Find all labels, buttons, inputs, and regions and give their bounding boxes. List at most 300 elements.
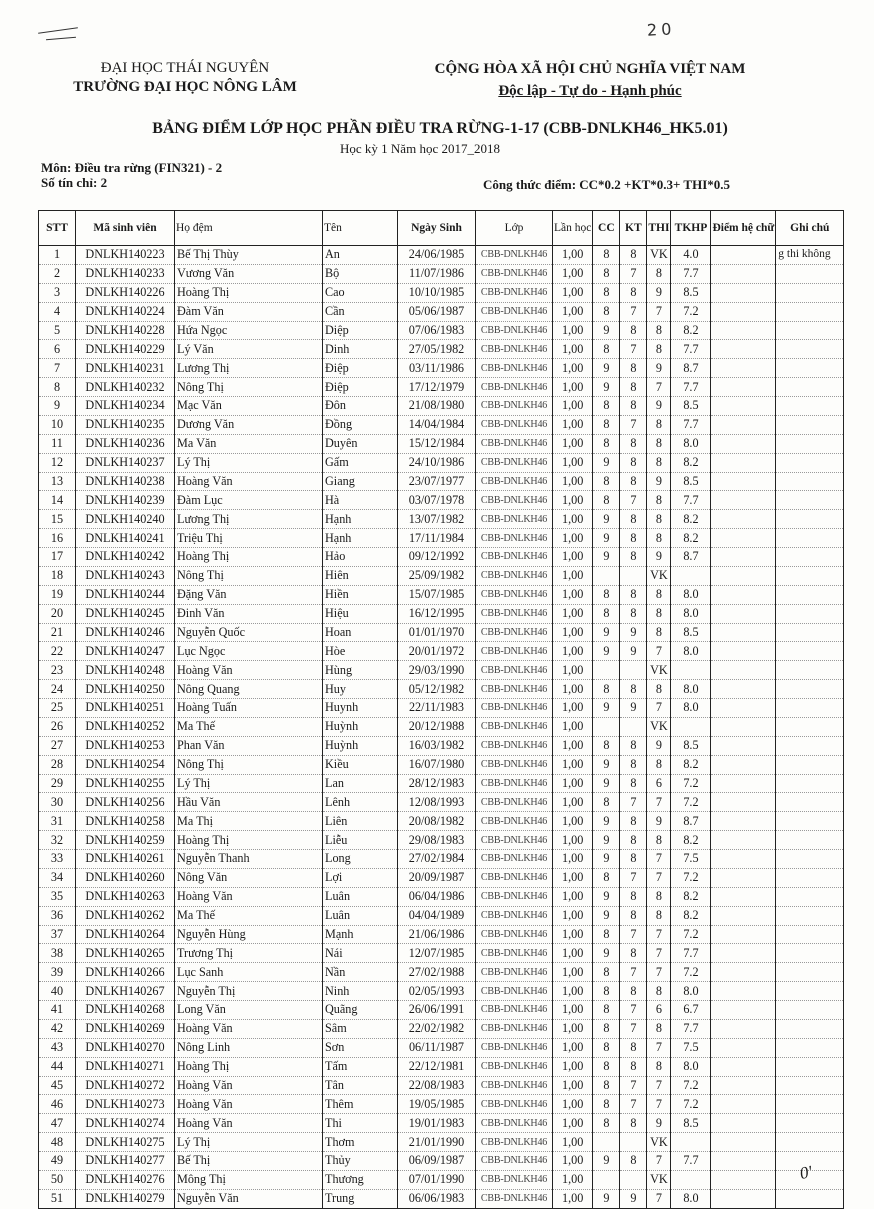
cell-tkhp: 8.2: [671, 887, 711, 906]
cell-class: CBB-DNLKH46: [476, 397, 553, 416]
cell-notes: [776, 415, 844, 434]
cell-attempt: 1,00: [553, 774, 593, 793]
cell-kt: 8: [620, 982, 647, 1001]
header-row: [39, 211, 844, 246]
cell-first-name: Kiều: [323, 755, 398, 774]
table-row: [39, 774, 844, 793]
cell-birthdate: 22/02/1982: [398, 1019, 476, 1038]
table-row: [39, 699, 844, 718]
cell-stt: 40: [39, 982, 76, 1001]
cell-notes: [776, 321, 844, 340]
cell-attempt: 1,00: [553, 415, 593, 434]
cell-first-name: Hòe: [323, 642, 398, 661]
cell-thi: 8: [647, 1019, 671, 1038]
table-row: [39, 925, 844, 944]
cell-cc: 8: [593, 246, 620, 265]
cell-kt: 7: [620, 264, 647, 283]
cell-thi: 7: [647, 378, 671, 397]
table-row: [39, 906, 844, 925]
cell-attempt: 1,00: [553, 887, 593, 906]
cell-thi: VK: [647, 246, 671, 265]
cell-birthdate: 29/03/1990: [398, 661, 476, 680]
cell-kt: 8: [620, 434, 647, 453]
cell-notes: [776, 529, 844, 548]
cell-middle-name: Hoàng Thị: [175, 283, 323, 302]
cell-stt: 31: [39, 812, 76, 831]
cell-cc: 8: [593, 415, 620, 434]
cell-student-id: DNLKH140256: [76, 793, 175, 812]
cell-attempt: 1,00: [553, 1095, 593, 1114]
cell-birthdate: 17/11/1984: [398, 529, 476, 548]
cell-birthdate: 06/09/1987: [398, 1152, 476, 1171]
cell-birthdate: 17/12/1979: [398, 378, 476, 397]
cell-tkhp: 8.2: [671, 755, 711, 774]
cell-tkhp: 7.7: [671, 264, 711, 283]
cell-thi: VK: [647, 661, 671, 680]
cell-cc: 8: [593, 1095, 620, 1114]
cell-tkhp: 8.0: [671, 585, 711, 604]
cell-cc: 9: [593, 887, 620, 906]
cell-stt: 49: [39, 1152, 76, 1171]
cell-stt: 16: [39, 529, 76, 548]
cell-birthdate: 03/11/1986: [398, 359, 476, 378]
cell-tkhp: [671, 661, 711, 680]
cell-birthdate: 02/05/1993: [398, 982, 476, 1001]
cell-stt: 33: [39, 850, 76, 869]
school-name: TRƯỜNG ĐẠI HỌC NÔNG LÂM: [73, 79, 297, 95]
cell-kt: [620, 717, 647, 736]
cell-stt: 35: [39, 887, 76, 906]
cell-class: CBB-DNLKH46: [476, 1170, 553, 1189]
cell-cc: 8: [593, 604, 620, 623]
cell-middle-name: Ma Thị: [175, 812, 323, 831]
cell-letter-grade: [711, 548, 776, 567]
cell-thi: 9: [647, 548, 671, 567]
cell-letter-grade: [711, 1019, 776, 1038]
cell-birthdate: 22/12/1981: [398, 1057, 476, 1076]
cell-birthdate: 09/12/1992: [398, 548, 476, 567]
cell-middle-name: Lục Sanh: [175, 963, 323, 982]
cell-thi: 6: [647, 774, 671, 793]
cell-thi: 8: [647, 887, 671, 906]
cell-birthdate: 07/06/1983: [398, 321, 476, 340]
cell-middle-name: Ma Thế: [175, 906, 323, 925]
cell-birthdate: 27/02/1988: [398, 963, 476, 982]
cell-attempt: 1,00: [553, 283, 593, 302]
cell-thi: 9: [647, 812, 671, 831]
cell-stt: 45: [39, 1076, 76, 1095]
cell-cc: [593, 661, 620, 680]
cell-kt: 8: [620, 246, 647, 265]
col-kt: KT: [620, 211, 647, 246]
cell-middle-name: Hoàng Văn: [175, 1019, 323, 1038]
cell-class: CBB-DNLKH46: [476, 774, 553, 793]
cell-birthdate: 25/09/1982: [398, 566, 476, 585]
cell-first-name: Luân: [323, 906, 398, 925]
table-row: [39, 434, 844, 453]
cell-birthdate: 24/06/1985: [398, 246, 476, 265]
cell-cc: 8: [593, 397, 620, 416]
cell-student-id: DNLKH140270: [76, 1038, 175, 1057]
cell-notes: [776, 1038, 844, 1057]
cell-middle-name: Phan Văn: [175, 736, 323, 755]
table-row: [39, 1057, 844, 1076]
cell-notes: [776, 1001, 844, 1020]
cell-thi: 8: [647, 680, 671, 699]
table-row: [39, 982, 844, 1001]
cell-notes: [776, 378, 844, 397]
cell-cc: 9: [593, 831, 620, 850]
cell-cc: 9: [593, 774, 620, 793]
cell-attempt: 1,00: [553, 491, 593, 510]
cell-attempt: 1,00: [553, 604, 593, 623]
cell-letter-grade: [711, 868, 776, 887]
cell-kt: 8: [620, 585, 647, 604]
cell-attempt: 1,00: [553, 1001, 593, 1020]
cell-stt: 36: [39, 906, 76, 925]
cell-class: CBB-DNLKH46: [476, 680, 553, 699]
col-stt: STT: [39, 211, 76, 246]
cell-stt: 34: [39, 868, 76, 887]
table-row: [39, 585, 844, 604]
cell-kt: 7: [620, 415, 647, 434]
cell-student-id: DNLKH140262: [76, 906, 175, 925]
cell-birthdate: 05/06/1987: [398, 302, 476, 321]
table-row: [39, 623, 844, 642]
col-thi: THI: [647, 211, 671, 246]
cell-cc: 8: [593, 434, 620, 453]
cell-kt: 8: [620, 397, 647, 416]
cell-tkhp: 8.0: [671, 1057, 711, 1076]
cell-middle-name: Lý Thị: [175, 1133, 323, 1152]
cell-first-name: Thơm: [323, 1133, 398, 1152]
cell-first-name: Hạnh: [323, 510, 398, 529]
cell-class: CBB-DNLKH46: [476, 755, 553, 774]
cell-class: CBB-DNLKH46: [476, 642, 553, 661]
cell-class: CBB-DNLKH46: [476, 246, 553, 265]
cell-stt: 30: [39, 793, 76, 812]
cell-student-id: DNLKH140264: [76, 925, 175, 944]
cell-first-name: Điệp: [323, 378, 398, 397]
cell-cc: 9: [593, 1152, 620, 1171]
cell-stt: 47: [39, 1114, 76, 1133]
cell-tkhp: 7.7: [671, 491, 711, 510]
cell-class: CBB-DNLKH46: [476, 1133, 553, 1152]
col-attempt: Lần học: [553, 211, 593, 246]
cell-attempt: 1,00: [553, 831, 593, 850]
cell-class: CBB-DNLKH46: [476, 963, 553, 982]
cell-first-name: Liên: [323, 812, 398, 831]
cell-notes: [776, 736, 844, 755]
corner-note: 20: [646, 19, 676, 40]
cell-first-name: Bộ: [323, 264, 398, 283]
grade-formula: Công thức điểm: CC*0.2 +KT*0.3+ THI*0.5: [483, 177, 730, 192]
cell-student-id: DNLKH140234: [76, 397, 175, 416]
cell-tkhp: 7.2: [671, 963, 711, 982]
cell-cc: 9: [593, 321, 620, 340]
cell-notes: [776, 491, 844, 510]
cell-thi: 8: [647, 623, 671, 642]
cell-stt: 37: [39, 925, 76, 944]
cell-stt: 50: [39, 1170, 76, 1189]
cell-thi: 7: [647, 944, 671, 963]
cell-middle-name: Nguyễn Thị: [175, 982, 323, 1001]
cell-class: CBB-DNLKH46: [476, 378, 553, 397]
cell-kt: 8: [620, 548, 647, 567]
cell-cc: 8: [593, 1114, 620, 1133]
cell-stt: 3: [39, 283, 76, 302]
cell-letter-grade: [711, 472, 776, 491]
cell-stt: 6: [39, 340, 76, 359]
cell-cc: 8: [593, 1057, 620, 1076]
nation-title: CỘNG HÒA XÃ HỘI CHỦ NGHĨA VIỆT NAM: [434, 61, 746, 77]
table-row: [39, 604, 844, 623]
cell-stt: 5: [39, 321, 76, 340]
pen-stroke-top-2: [46, 37, 76, 41]
cell-attempt: 1,00: [553, 793, 593, 812]
cell-stt: 46: [39, 1095, 76, 1114]
cell-thi: 8: [647, 340, 671, 359]
table-row: [39, 812, 844, 831]
table-row: [39, 793, 844, 812]
cell-stt: 42: [39, 1019, 76, 1038]
cell-letter-grade: [711, 1133, 776, 1152]
cell-first-name: Hoan: [323, 623, 398, 642]
cell-stt: 20: [39, 604, 76, 623]
cell-stt: 32: [39, 831, 76, 850]
cell-student-id: DNLKH140251: [76, 699, 175, 718]
cell-letter-grade: [711, 1095, 776, 1114]
cell-kt: 9: [620, 623, 647, 642]
cell-tkhp: 8.2: [671, 321, 711, 340]
cell-thi: 8: [647, 264, 671, 283]
cell-birthdate: 12/07/1985: [398, 944, 476, 963]
cell-middle-name: Lý Thị: [175, 453, 323, 472]
cell-thi: 9: [647, 283, 671, 302]
cell-thi: 8: [647, 1057, 671, 1076]
cell-letter-grade: [711, 717, 776, 736]
cell-middle-name: Bế Thị Thùy: [175, 246, 323, 265]
cell-letter-grade: [711, 982, 776, 1001]
cell-first-name: Huynh: [323, 699, 398, 718]
cell-tkhp: 8.0: [671, 642, 711, 661]
cell-birthdate: 06/06/1983: [398, 1189, 476, 1208]
cell-student-id: DNLKH140229: [76, 340, 175, 359]
cell-stt: 11: [39, 434, 76, 453]
cell-middle-name: Nông Thị: [175, 755, 323, 774]
cell-first-name: Đôn: [323, 397, 398, 416]
cell-tkhp: 8.5: [671, 283, 711, 302]
cell-stt: 7: [39, 359, 76, 378]
cell-birthdate: 24/10/1986: [398, 453, 476, 472]
cell-birthdate: 19/05/1985: [398, 1095, 476, 1114]
cell-tkhp: 7.7: [671, 415, 711, 434]
cell-letter-grade: [711, 1057, 776, 1076]
cell-attempt: 1,00: [553, 321, 593, 340]
cell-first-name: Ninh: [323, 982, 398, 1001]
cell-attempt: 1,00: [553, 264, 593, 283]
cell-stt: 38: [39, 944, 76, 963]
cell-birthdate: 29/08/1983: [398, 831, 476, 850]
cell-cc: 8: [593, 868, 620, 887]
cell-letter-grade: [711, 453, 776, 472]
cell-thi: 7: [647, 302, 671, 321]
cell-kt: 8: [620, 944, 647, 963]
cell-middle-name: Hầu Văn: [175, 793, 323, 812]
cell-birthdate: 27/05/1982: [398, 340, 476, 359]
cell-tkhp: 7.7: [671, 1152, 711, 1171]
cell-notes: [776, 397, 844, 416]
cell-birthdate: 13/07/1982: [398, 510, 476, 529]
cell-class: CBB-DNLKH46: [476, 1152, 553, 1171]
cell-first-name: Cao: [323, 283, 398, 302]
cell-first-name: Hiệu: [323, 604, 398, 623]
university-name: ĐẠI HỌC THÁI NGUYÊN: [100, 60, 270, 76]
cell-kt: 8: [620, 812, 647, 831]
table-row: [39, 1095, 844, 1114]
cell-kt: 8: [620, 529, 647, 548]
cell-middle-name: Trương Thị: [175, 944, 323, 963]
cell-first-name: Long: [323, 850, 398, 869]
cell-letter-grade: [711, 264, 776, 283]
cell-first-name: Luân: [323, 887, 398, 906]
cell-cc: 8: [593, 585, 620, 604]
cell-letter-grade: [711, 699, 776, 718]
cell-student-id: DNLKH140245: [76, 604, 175, 623]
cell-notes: [776, 925, 844, 944]
table-row: [39, 453, 844, 472]
cell-middle-name: Đàm Văn: [175, 302, 323, 321]
cell-first-name: Huy: [323, 680, 398, 699]
cell-attempt: 1,00: [553, 736, 593, 755]
cell-class: CBB-DNLKH46: [476, 944, 553, 963]
cell-middle-name: Lý Thị: [175, 774, 323, 793]
cell-class: CBB-DNLKH46: [476, 812, 553, 831]
cell-thi: 8: [647, 491, 671, 510]
cell-thi: 7: [647, 1038, 671, 1057]
cell-student-id: DNLKH140248: [76, 661, 175, 680]
cell-cc: 8: [593, 1038, 620, 1057]
cell-class: CBB-DNLKH46: [476, 1001, 553, 1020]
table-row: [39, 1170, 844, 1189]
cell-thi: 8: [647, 510, 671, 529]
cell-kt: 9: [620, 642, 647, 661]
cell-class: CBB-DNLKH46: [476, 699, 553, 718]
cell-stt: 2: [39, 264, 76, 283]
cell-attempt: 1,00: [553, 510, 593, 529]
cell-letter-grade: [711, 415, 776, 434]
cell-cc: 8: [593, 793, 620, 812]
cell-cc: 9: [593, 699, 620, 718]
cell-notes: [776, 340, 844, 359]
cell-middle-name: Hứa Ngọc: [175, 321, 323, 340]
cell-thi: 7: [647, 1076, 671, 1095]
cell-kt: 9: [620, 1189, 647, 1208]
cell-class: CBB-DNLKH46: [476, 1076, 553, 1095]
cell-tkhp: 7.7: [671, 1019, 711, 1038]
cell-birthdate: 06/11/1987: [398, 1038, 476, 1057]
cell-kt: 8: [620, 736, 647, 755]
table-row: [39, 359, 844, 378]
cell-notes: [776, 283, 844, 302]
cell-cc: 8: [593, 1019, 620, 1038]
cell-middle-name: Hoàng Thị: [175, 548, 323, 567]
cell-middle-name: Long Văn: [175, 1001, 323, 1020]
cell-attempt: 1,00: [553, 529, 593, 548]
cell-letter-grade: [711, 510, 776, 529]
table-row: [39, 963, 844, 982]
cell-stt: 24: [39, 680, 76, 699]
cell-birthdate: 14/04/1984: [398, 415, 476, 434]
cell-tkhp: 8.0: [671, 604, 711, 623]
cell-student-id: DNLKH140239: [76, 491, 175, 510]
cell-student-id: DNLKH140277: [76, 1152, 175, 1171]
cell-thi: 9: [647, 736, 671, 755]
cell-cc: 8: [593, 302, 620, 321]
cell-student-id: DNLKH140260: [76, 868, 175, 887]
cell-student-id: DNLKH140268: [76, 1001, 175, 1020]
cell-letter-grade: [711, 359, 776, 378]
cell-student-id: DNLKH140231: [76, 359, 175, 378]
cell-tkhp: 8.7: [671, 548, 711, 567]
cell-first-name: Thủy: [323, 1152, 398, 1171]
cell-thi: 7: [647, 1095, 671, 1114]
cell-middle-name: Nông Thị: [175, 566, 323, 585]
cell-notes: [776, 1133, 844, 1152]
cell-first-name: Trung: [323, 1189, 398, 1208]
cell-class: CBB-DNLKH46: [476, 982, 553, 1001]
cell-student-id: DNLKH140269: [76, 1019, 175, 1038]
cell-first-name: Sơn: [323, 1038, 398, 1057]
cell-first-name: Huỳnh: [323, 736, 398, 755]
cell-attempt: 1,00: [553, 944, 593, 963]
cell-kt: 8: [620, 472, 647, 491]
cell-birthdate: 10/10/1985: [398, 283, 476, 302]
cell-thi: 8: [647, 453, 671, 472]
cell-stt: 27: [39, 736, 76, 755]
cell-middle-name: Hoàng Văn: [175, 472, 323, 491]
cell-student-id: DNLKH140267: [76, 982, 175, 1001]
cell-letter-grade: [711, 661, 776, 680]
cell-stt: 4: [39, 302, 76, 321]
cell-letter-grade: [711, 850, 776, 869]
cell-notes: [776, 623, 844, 642]
col-student-id: Mã sinh viên: [76, 211, 175, 246]
cell-attempt: 1,00: [553, 378, 593, 397]
cell-birthdate: 21/08/1980: [398, 397, 476, 416]
cell-notes: [776, 774, 844, 793]
cell-class: CBB-DNLKH46: [476, 887, 553, 906]
cell-notes: [776, 1076, 844, 1095]
cell-attempt: 1,00: [553, 566, 593, 585]
cell-stt: 26: [39, 717, 76, 736]
cell-middle-name: Ma Văn: [175, 434, 323, 453]
cell-kt: 7: [620, 302, 647, 321]
cell-notes: [776, 1019, 844, 1038]
cell-kt: 8: [620, 850, 647, 869]
cell-stt: 10: [39, 415, 76, 434]
cell-birthdate: 20/12/1988: [398, 717, 476, 736]
cell-notes: [776, 661, 844, 680]
cell-class: CBB-DNLKH46: [476, 1019, 553, 1038]
cell-first-name: Duyên: [323, 434, 398, 453]
cell-thi: 7: [647, 793, 671, 812]
cell-class: CBB-DNLKH46: [476, 283, 553, 302]
cell-kt: 8: [620, 453, 647, 472]
cell-tkhp: 7.7: [671, 378, 711, 397]
cell-notes: [776, 453, 844, 472]
cell-student-id: DNLKH140241: [76, 529, 175, 548]
